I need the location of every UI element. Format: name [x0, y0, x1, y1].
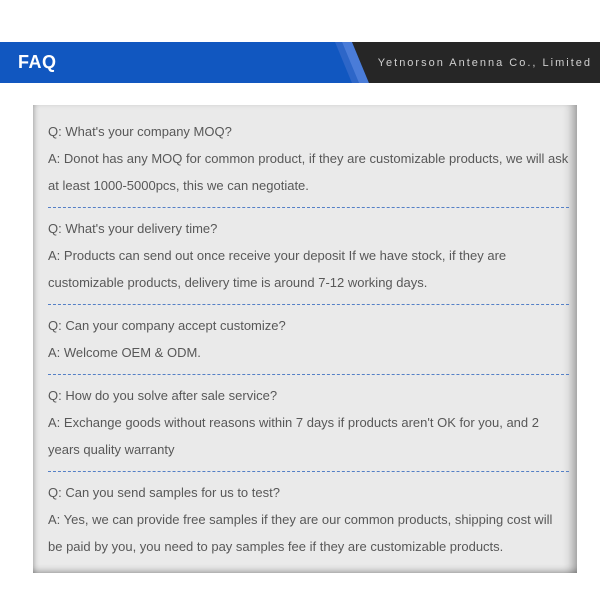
faq-question: Q: What's your company MOQ?	[48, 124, 232, 139]
faq-panel	[33, 105, 577, 573]
page-title: FAQ	[18, 52, 57, 72]
faq-item	[48, 375, 569, 472]
faq-item	[48, 472, 569, 560]
faq-question: Q: How do you solve after sale service?	[48, 388, 278, 403]
faq-answer: A: Donot has any MOQ for common product, if they are customizable products, we will ask at least 1000-5000pcs, this we can negotiate.	[48, 151, 569, 193]
faq-answer: A: Yes, we can provide free samples if they are our common products, shipping cost will be paid by you, you need to pay samples fee if they are customizable products.	[48, 512, 553, 554]
faq-item	[48, 208, 569, 305]
faq-answer: A: Exchange goods without reasons within 7 days if products aren't OK for you, and 2 years quality warranty	[48, 415, 539, 457]
faq-item	[48, 118, 569, 208]
faq-item	[48, 305, 569, 375]
faq-answer: A: Products can send out once receive your deposit If we have stock, if they are customizable products, delivery time is around 7-12 working days.	[48, 248, 507, 290]
faq-question: Q: What's your delivery time?	[48, 221, 218, 236]
faq-question: Q: Can you send samples for us to test?	[48, 485, 280, 500]
company-name: Yetnorson Antenna Co., Limited	[377, 56, 592, 69]
faq-question: Q: Can your company accept customize?	[48, 318, 286, 333]
faq-answer: A: Welcome OEM & ODM.	[48, 345, 201, 360]
header-bar	[0, 42, 600, 83]
